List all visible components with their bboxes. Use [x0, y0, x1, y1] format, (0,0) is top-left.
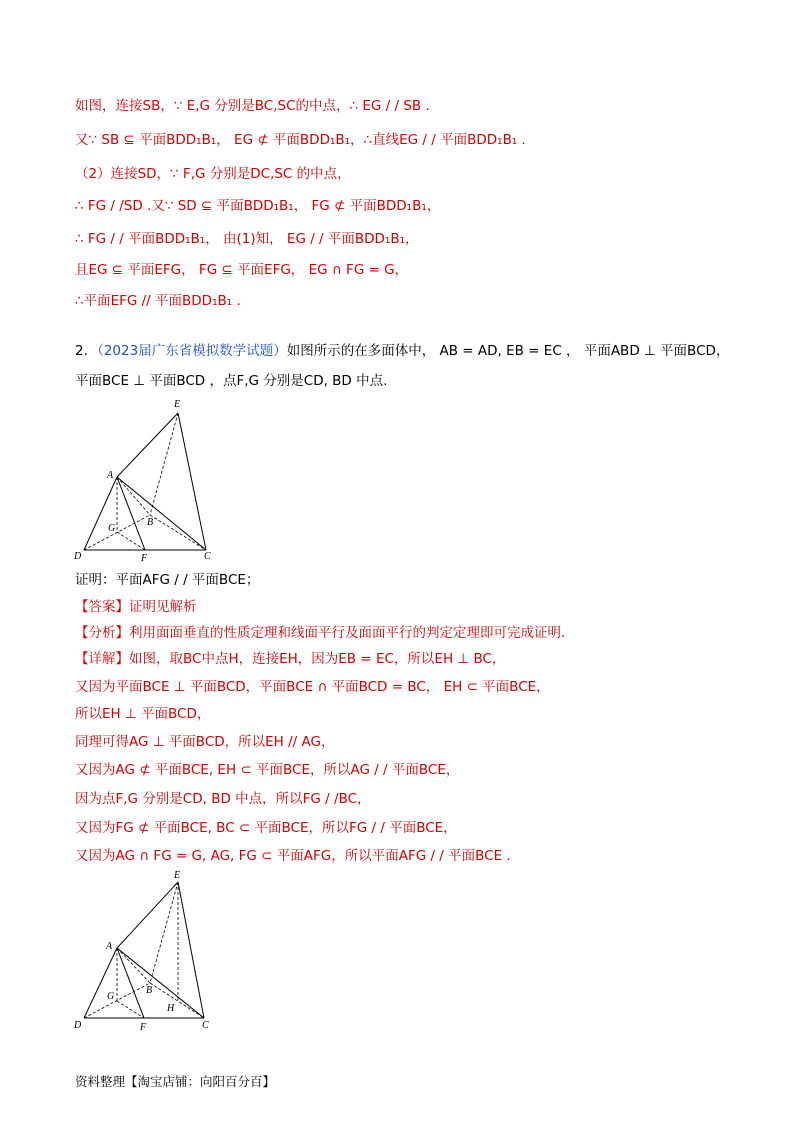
edge-ec: [178, 882, 204, 1018]
figure-1-polyhedron: [70, 395, 230, 565]
analysis-line: [75, 622, 565, 644]
edge-gf-dashed: [117, 532, 145, 550]
part1-line-2: 又∵ SB ⊆ 平面BDD₁B₁， EG ⊄ 平面BDD₁B₁，∴直线EG / / 平面BDD₁B₁ .: [75, 132, 526, 148]
detail-line-2: 又因为平面BCE ⊥ 平面BCD，平面BCE ∩ 平面BCD = BC， EH ⊂ 平面BCE，: [75, 679, 550, 695]
problem-number: 2．: [75, 343, 98, 359]
label-f: F: [141, 553, 148, 564]
problem-stem-1: 如图所示的在多面体中， AB = AD, EB = EC ， 平面ABD ⊥ 平面BCD，: [286, 343, 730, 359]
analysis-text: 利用面面垂直的性质定理和线面平行及面面平行的判定定理即可完成证明.: [129, 625, 566, 641]
edge-ec: [178, 413, 206, 550]
detail-line-1: [75, 648, 505, 670]
label-d: D: [74, 1020, 82, 1031]
edge-gf-dashed: [117, 1001, 144, 1018]
label-g: G: [107, 991, 115, 1002]
label-a: A: [107, 470, 114, 481]
problem-source: （2023届广东省模拟数学试题）: [97, 343, 287, 359]
label-e: E: [174, 870, 181, 881]
edge-ad: [84, 948, 117, 1018]
detail-line-4: 同理可得AG ⊥ 平面BCD，所以EH // AG，: [75, 734, 335, 750]
edge-bc-dashed: [150, 515, 206, 550]
problem-stem-2: 平面BCE ⊥ 平面BCD ，点F,G 分别是CD, BD 中点.: [75, 373, 388, 389]
label-a: A: [106, 941, 113, 952]
detail-line-7: 又因为FG ⊄ 平面BCE, BC ⊂ 平面BCE，所以FG / / 平面BCE，: [75, 820, 457, 836]
detail-tag: 【详解】: [75, 651, 129, 667]
detail-line-6: 因为点F,G 分别是CD, BD 中点，所以FG / /BC，: [75, 791, 371, 807]
part1-line-4: ∴ FG / /SD .又∵ SD ⊆ 平面BDD₁B₁， FG ⊄ 平面BDD₁B₁，: [75, 198, 441, 214]
label-h: H: [167, 1003, 175, 1014]
detail-line-5: 又因为AG ⊄ 平面BCE, EH ⊂ 平面BCE，所以AG / / 平面BCE，: [75, 762, 460, 778]
label-c: C: [204, 551, 211, 562]
detail-text-1: 如图，取BC中点H，连接EH，因为EB = EC，所以EH ⊥ BC，: [129, 651, 506, 667]
label-d: D: [74, 551, 82, 562]
prove-statement: 证明：平面AFG / / 平面BCE；: [75, 572, 260, 588]
label-g: G: [108, 523, 116, 534]
footer-source: 资料整理【淘宝店铺：向阳百分百】: [75, 1074, 276, 1089]
part1-line-7: ∴平面EFG // 平面BDD₁B₁ .: [75, 293, 241, 309]
detail-line-8: 又因为AG ∩ FG = G, AG, FG ⊂ 平面AFG，所以平面AFG / / 平面BCE .: [75, 848, 511, 864]
part1-line-5: ∴ FG / / 平面BDD₁B₁， 由(1)知， EG / / 平面BDD₁B₁，: [75, 231, 419, 247]
figure-2-polyhedron: [70, 868, 230, 1038]
edge-ab-dashed: [117, 948, 150, 983]
part1-line-3: （2）连接SD，∵ F,G 分别是DC,SC 的中点，: [75, 166, 351, 182]
label-e: E: [174, 399, 181, 410]
answer-tag: 【答案】: [75, 599, 129, 615]
part1-line-6: 且EG ⊆ 平面EFG， FG ⊆ 平面EFG， EG ∩ FG = G，: [75, 262, 409, 278]
answer-text: 证明见解析: [129, 599, 197, 615]
edge-bc-dashed: [150, 983, 204, 1018]
label-b: B: [147, 517, 154, 528]
label-b: B: [146, 985, 153, 996]
label-c: C: [202, 1020, 209, 1031]
label-f: F: [140, 1022, 147, 1033]
detail-line-3: 所以EH ⊥ 平面BCD，: [75, 706, 211, 722]
edge-ae: [117, 413, 178, 477]
edge-ab-dashed: [117, 477, 150, 515]
answer-line: [75, 596, 197, 618]
edge-ae: [117, 882, 178, 948]
analysis-tag: 【分析】: [75, 625, 129, 641]
edge-db-dashed: [84, 515, 150, 550]
edge-ad: [84, 477, 117, 550]
part1-line-1: 如图，连接SB，∵ E,G 分别是BC,SC的中点，∴ EG / / SB .: [75, 98, 430, 114]
edge-ac: [117, 477, 206, 550]
problem-2-stem-line-1: [75, 340, 729, 362]
